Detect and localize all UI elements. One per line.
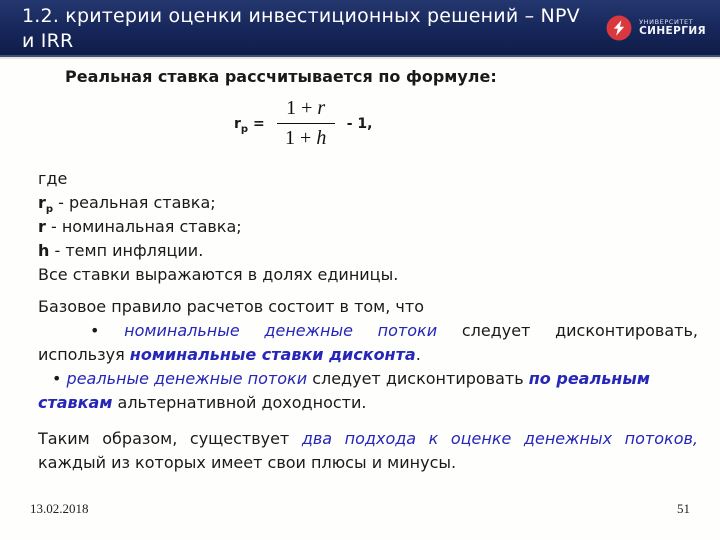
- rule-bullet1-continuation: [38, 344, 698, 366]
- cont2-black-phrase: альтернативной доходности.: [117, 393, 367, 412]
- university-logo: [606, 15, 706, 41]
- formula-equals: =: [252, 115, 265, 132]
- bullet-marker: •: [52, 369, 62, 388]
- definition-r: [38, 216, 698, 238]
- bullet1-black-phrase: следует дисконтировать,: [461, 321, 698, 340]
- conclusion-line1: [38, 428, 698, 450]
- numerator-variable: r: [317, 97, 326, 119]
- slide-header: [0, 0, 720, 57]
- cont2-blue-bold-phrase: ставкам: [38, 393, 113, 412]
- denominator-prefix: 1 +: [285, 127, 317, 149]
- cont1-black-phrase: используя: [38, 345, 125, 364]
- definition-term: r: [38, 217, 46, 236]
- formula-fraction: [277, 96, 335, 151]
- definition-term: r: [38, 193, 46, 212]
- conclusion-line2: каждый из которых имеет свои плюсы и минусы.: [38, 453, 457, 472]
- conclusion-black-phrase: Таким образом, существует: [38, 429, 290, 448]
- definition-text: - номинальная ставка;: [45, 217, 242, 236]
- definition-text: - темп инфляции.: [49, 241, 204, 260]
- formula-numerator: [278, 96, 333, 121]
- definition-term: h: [38, 241, 50, 260]
- header-trim-line: [0, 57, 720, 59]
- formula-lhs-subscript: p: [240, 123, 249, 135]
- rule-bullet2: [38, 368, 698, 390]
- definition-term-sub: p: [45, 204, 54, 216]
- formula-lhs: [234, 115, 265, 135]
- formula-lhs-base: r: [234, 115, 241, 132]
- denominator-variable: h: [316, 127, 327, 149]
- footer-page-number: 51: [677, 501, 690, 516]
- synergy-logo-icon: [606, 15, 632, 41]
- slide-title-line2: и IRR: [22, 30, 74, 52]
- formula-tail: - 1,: [346, 115, 373, 132]
- rule-bullet1: [38, 320, 698, 342]
- bullet1-blue-phrase: номинальные денежные потоки: [124, 321, 438, 340]
- definition-text: - реальная ставка;: [53, 193, 216, 212]
- footer-date: 13.02.2018: [30, 501, 89, 516]
- bullet2-blue-bold-phrase: по реальным: [528, 369, 650, 388]
- intro-line: Реальная ставка рассчитывается по формуле:: [65, 67, 497, 86]
- slide-title-line1: 1.2. критерии оценки инвестиционных решений – NPV: [22, 5, 580, 27]
- bullet-marker: •: [90, 321, 100, 340]
- formula-denominator: [277, 126, 334, 151]
- formula: [234, 96, 372, 151]
- logo-text-synergy: СИНЕРГИЯ: [639, 24, 706, 37]
- university-logo-text: [639, 19, 706, 38]
- definitions-note: Все ставки выражаются в долях единицы.: [38, 265, 399, 284]
- fraction-bar: [277, 123, 335, 124]
- cont1-period: .: [415, 345, 421, 364]
- rule-bullet2-continuation: [38, 392, 698, 414]
- logo-text-university: УНИВЕРСИТЕТ: [639, 17, 694, 26]
- bullet2-blue-phrase: реальные денежные потоки: [66, 369, 308, 388]
- slide-title: [22, 4, 580, 54]
- rule-lead: Базовое правило расчетов состоит в том, что: [38, 297, 424, 316]
- definition-rp: [38, 192, 698, 214]
- cont1-blue-phrase: номинальные ставки дисконта: [129, 345, 416, 364]
- conclusion-blue-phrase: два подхода к оценке денежных потоков,: [301, 429, 698, 448]
- bullet2-black-phrase: следует дисконтировать: [312, 369, 524, 388]
- definitions-where: где: [38, 169, 68, 188]
- definition-h: [38, 240, 698, 262]
- numerator-prefix: 1 +: [286, 97, 318, 119]
